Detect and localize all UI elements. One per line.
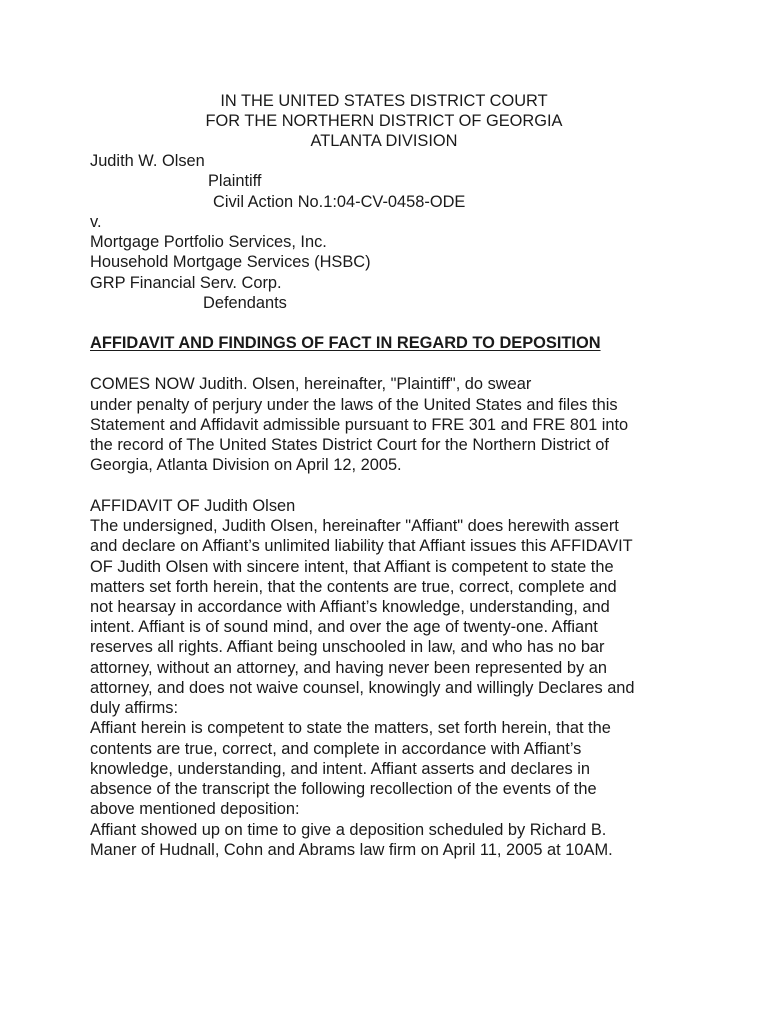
- intro-line: Statement and Affidavit admissible pursuant to FRE 301 and FRE 801 into: [90, 416, 629, 434]
- defendant-name: Household Mortgage Services (HSBC): [90, 253, 371, 271]
- body-line: reserves all rights. Affiant being unschooled in law, and who has no bar: [90, 638, 605, 656]
- plaintiff-label: Plaintiff: [208, 172, 262, 190]
- body-line: not hearsay in accordance with Affiant’s knowledge, understanding, and: [90, 598, 610, 616]
- body-line: attorney, without an attorney, and having never been represented by an: [90, 659, 607, 677]
- plaintiff-name: Judith W. Olsen: [90, 152, 205, 170]
- body-line: contents are true, correct, and complete in accordance with Affiant’s: [90, 740, 582, 758]
- body-line: knowledge, understanding, and intent. Affiant asserts and declares in: [90, 760, 590, 778]
- court-name-line: IN THE UNITED STATES DISTRICT COURT: [220, 92, 548, 110]
- defendants-label: Defendants: [203, 294, 287, 312]
- body-line: and declare on Affiant’s unlimited liability that Affiant issues this AFFIDAVIT: [90, 537, 633, 555]
- body-line: The undersigned, Judith Olsen, hereinafter "Affiant" does herewith assert: [90, 517, 619, 535]
- intro-line: the record of The United States District Court for the Northern District of: [90, 436, 609, 454]
- body-line: absence of the transcript the following recollection of the events of the: [90, 780, 597, 798]
- intro-line: under penalty of perjury under the laws of the United States and files this: [90, 396, 618, 414]
- document-title: AFFIDAVIT AND FINDINGS OF FACT IN REGARD TO DEPOSITION: [90, 334, 601, 352]
- body-line: duly affirms:: [90, 699, 179, 717]
- body-line: Affiant herein is competent to state the matters, set forth herein, that the: [90, 719, 611, 737]
- defendant-name: Mortgage Portfolio Services, Inc.: [90, 233, 327, 251]
- body-line: Affiant showed up on time to give a deposition scheduled by Richard B.: [90, 821, 607, 839]
- affidavit-heading: AFFIDAVIT OF Judith Olsen: [90, 497, 296, 515]
- court-district-line: FOR THE NORTHERN DISTRICT OF GEORGIA: [205, 112, 563, 130]
- court-division-line: ATLANTA DIVISION: [310, 132, 458, 150]
- intro-line: COMES NOW Judith. Olsen, hereinafter, "Plaintiff", do swear: [90, 375, 532, 393]
- body-line: intent. Affiant is of sound mind, and over the age of twenty-one. Affiant: [90, 618, 598, 636]
- body-line: above mentioned deposition:: [90, 800, 300, 818]
- body-line: attorney, and does not waive counsel, knowingly and willingly Declares and: [90, 679, 635, 697]
- civil-action-number: Civil Action No.1:04-CV-0458-ODE: [213, 193, 466, 211]
- body-line: Maner of Hudnall, Cohn and Abrams law firm on April 11, 2005 at 10AM.: [90, 841, 613, 859]
- versus: v.: [90, 213, 102, 231]
- body-line: matters set forth herein, that the contents are true, correct, complete and: [90, 578, 617, 596]
- body-line: OF Judith Olsen with sincere intent, that Affiant is competent to state the: [90, 558, 614, 576]
- defendant-name: GRP Financial Serv. Corp.: [90, 274, 282, 292]
- intro-line: Georgia, Atlanta Division on April 12, 2005.: [90, 456, 402, 474]
